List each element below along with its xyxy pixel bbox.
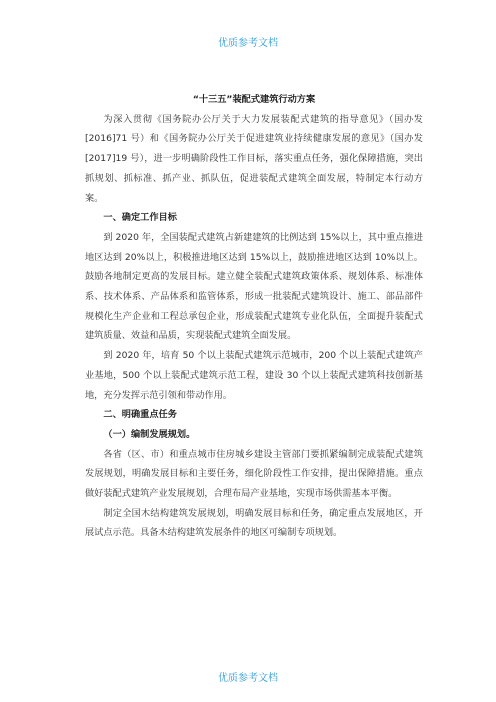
intro-paragraph: 为深入贯彻《国务院办公厅关于大力发展装配式建筑的指导意见》（国办发[2016]71 号）和《国务院办公厅关于促进建筑业持续健康发展的意见》（国办发[2017]19 号），进一步明确阶段性工作目标，落实重点任务，强化保障措施，突出抓规划、抓标准、抓产业、抓队伍，促进装配式建筑全面发展，特制定本行动方案。	[85, 113, 423, 204]
document-title: “十三五”装配式建筑行动方案	[192, 94, 316, 105]
goals-paragraph-1: 到 2020 年，全国装配式建筑占新建建筑的比例达到 15%以上，其中重点推进地区达到 20%以上，积极推进地区达到 15%以上，鼓励推进地区达到 10%以上。鼓励各地制定更高的发展目标。建立健全装配式建筑政策体系、规划体系、标准体系、技术体系、产品体系和监管体系，形成一批装配式建筑设计、施工、部品部件规模化生产企业和工程总承包企业，形成装配式建筑专业化队伍，全面提升装配式建筑质量、效益和品质，实现装配式建筑全面发展。	[85, 231, 423, 342]
page-footer: 优质参考文档	[218, 673, 278, 684]
subsection-heading-planning: （一）编制发展规划。	[103, 428, 196, 440]
document-body	[85, 90, 423, 543]
page-header: 优质参考文档	[218, 38, 278, 49]
planning-paragraph-1: 各省（区、市）和重点城市住房城乡建设主管部门要抓紧编制完成装配式建筑发展规划，明确发展目标和主要任务，细化阶段性工作安排，提出保障措施。重点做好装配式建筑产业发展规划，合理布局产业基地，实现市场供需基本平衡。	[85, 448, 423, 500]
goals-paragraph-2: 到 2020 年，培育 50 个以上装配式建筑示范城市，200 个以上装配式建筑产业基地，500 个以上装配式建筑示范工程，建设 30 个以上装配式建筑科技创新基地，充分发挥示范引领和带动作用。	[85, 350, 423, 401]
planning-paragraph-2: 制定全国木结构建筑发展规划，明确发展目标和任务，确定重点发展地区，开展试点示范。具备木结构建筑发展条件的地区可编制专项规划。	[85, 507, 423, 539]
section-heading-goals: 一、确定工作目标	[103, 212, 177, 224]
section-heading-tasks: 二、明确重点任务	[103, 409, 177, 421]
